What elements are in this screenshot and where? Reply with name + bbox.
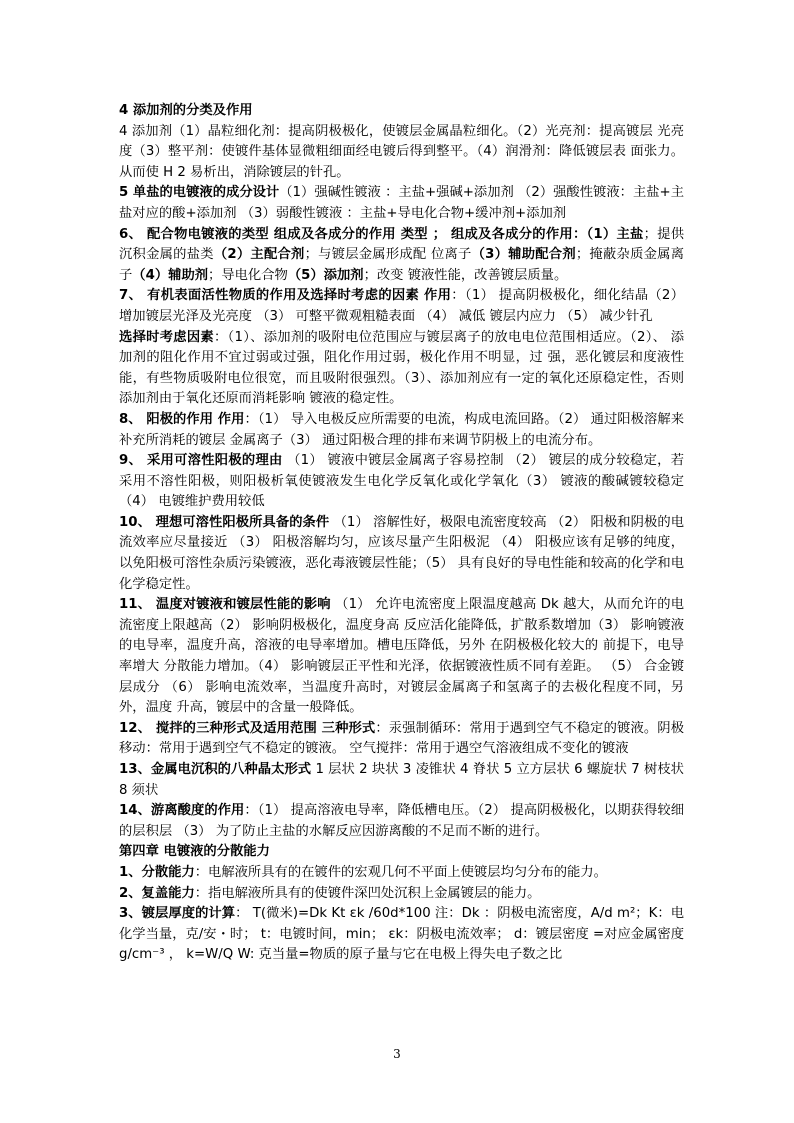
paragraph <box>119 513 684 595</box>
paragraph <box>119 884 684 905</box>
paragraph <box>119 101 684 122</box>
paragraph <box>119 328 684 410</box>
paragraph <box>119 122 684 184</box>
bold-text-run: 11、 温度对镀液和镀层性能的影响 <box>119 597 331 613</box>
text-run: ：（1）、添加剂的吸附电位范围应与镀层离子的放电电位范围相适应。（2）、 添加剂的阻化作用不宜过弱或过强，阻化作用过弱，极化作用不明显，过 强，恶化镀层和度液性能，有些物质吸附电位很宽，而且吸附很强烈。（3）、添加剂应有一定的氧化还原稳定性，否则添加剂由于氧化还原而消耗影响 镀液的稳定性。 <box>119 329 685 407</box>
paragraph <box>119 904 684 966</box>
text-run: ；与镀层金属形成配 位离子 <box>304 247 472 263</box>
text-run: ：电解液所具有的在镀件的宏观几何不平面上使镀层均匀分布的能力。 <box>194 864 607 880</box>
bold-text-run: （4）辅助剂 <box>132 267 209 283</box>
bold-text-run: 7、 有机表面活性物质的作用及选择时考虑的因素 作用 <box>119 288 452 304</box>
bold-text-run: 4 添加剂的分类及作用 <box>119 103 253 118</box>
text-run: （1） 镀液中镀层金属离子容易控制 （2） 镀层的成分较稳定，若采用不溶性阳极，则阳极析氧使镀液发生电化学反氧化或化学氧化（3） 镀液的酸碱镀较稳定（4） 电镀维护费用较低 <box>119 453 684 510</box>
bold-text-run: 12、 搅拌的三种形式及适用范围 三种形式 <box>119 720 376 736</box>
text-run: ；改变 镀液性能，改善镀层质量。 <box>363 267 568 283</box>
bold-text-run: 14、游离酸度的作用 <box>119 803 245 819</box>
document-body <box>119 101 684 966</box>
bold-text-run: （5）添加剂 <box>287 267 364 283</box>
paragraph <box>119 842 684 863</box>
text-run: ；提供沉积金属的盐类 <box>119 226 685 263</box>
text-run: ：汞强制循环：常用于遇到空气不稳定的镀液。阴极移动：常用于遇到空气不稳定的镀液。 空气搅拌：常用于遇空气溶液组成不变化的镀液 <box>119 720 685 757</box>
paragraph <box>119 719 684 760</box>
bold-text-run: 3、镀层厚度的计算 <box>119 906 236 922</box>
paragraph <box>119 863 684 884</box>
text-run: ；掩蔽杂质金属离子 <box>119 247 684 283</box>
bold-text-run: 6、 配合物电镀液的类型 组成及各成分的作用 类型 ； 组成及各成分的作用：（1）主盐 <box>119 226 644 242</box>
text-run: （1）强碱性镀液 ：主盐+强碱+添加剂 （2）强酸性镀液：主盐+主盐对应的酸+添加剂 （3）弱酸性镀液 ：主盐+导电化合物+缓冲剂+添加剂 <box>119 185 685 221</box>
text-run: ：（1） 提高溶液电导率，降低槽电压。（2） 提高阴极极化，以期获得较细的层积层 （3） 为了防止主盐的水解反应因游离酸的不足而不断的进行。 <box>119 803 684 839</box>
text-run: ：（1） 导入电极反应所需要的电流，构成电流回路。（2） 通过阳极溶解来补充所消耗的镀层 金属离子（3） 通过阳极合理的排布来调节阴极上的电流分布。 <box>119 411 684 448</box>
text-run: ：（1） 提高阴极极化，细化结晶（2） 增加镀层光泽及光亮度 （3） 可整平微观粗糙表面 （4） 减低 镀层内应力 （5） 减少针孔 <box>119 288 684 324</box>
bold-text-run: （3）辅助配合剂 <box>471 247 576 263</box>
paragraph <box>119 451 684 513</box>
bold-text-run: 1、分散能力 <box>119 864 195 880</box>
bold-text-run: 2、复盖能力 <box>119 885 195 901</box>
bold-text-run: 8、 阳极的作用 作用 <box>119 411 245 427</box>
bold-text-run: 5 单盐的电镀液的成分设计 <box>119 185 280 201</box>
text-run: ；导电化合物 <box>208 267 288 283</box>
text-run: （1） 溶解性好，极限电流密度较高 （2） 阳极和阴极的电流效率应尽量接近 （3） 阳极溶解均匀，应该尽量产生阳极泥 （4） 阳极应该有足够的纯度，以免阳极可溶性杂质污染镀液，恶化毒液镀层性能；（5） 具有良好的导电性能和较高的化学和电化学稳定性。 <box>119 514 685 592</box>
bold-text-run: 9、 采用可溶性阳极的理由 <box>119 453 283 469</box>
text-run: ：指电解液所具有的使镀件深凹处沉积上金属镀层的能力。 <box>194 885 541 901</box>
text-run: ： T(微米)=Dk Kt εk /60d*100 注：Dk ：阴极电流密度，A/d m²；K：电化学当量，克/安・时； t：电镀时间，min； εk：阴极电流效率； d：镀层密度 =对应金属密度 g/cm⁻³ ， k=W/Q W: 克当量=物质的原子量与它在电极上得失电子数之比 <box>119 906 684 963</box>
bold-text-run: （2）主配合剂 <box>213 247 305 263</box>
text-run: （1） 允许电流密度上限温度越高 Dk 越大，从而允许的电流密度上限越高（2） 影响阴极极化，温度身高 反应活化能降低，扩散系数增加（3） 影响镀液的电导率，温度升高，溶液的电导率增加。槽电压降低，另外 在阴极极化较大的 前提下，电导率增大 分散能力增加。（4） 影响镀层正平性和光泽，依据镀液性质不同有差距。 （5） 合金镀层成分 （6） 影响电流效率，当温度升高时，对镀层金属离子和氢离子的去极化程度不同，另外，温度 升高，镀层中的含量一般降低。 <box>119 597 684 716</box>
paragraph <box>119 410 684 451</box>
text-run: 1 层状 2 块状 3 凌锥状 4 脊状 5 立方层状 6 螺旋状 7 树枝状 8 须状 <box>119 762 684 798</box>
paragraph <box>119 801 684 842</box>
bold-text-run: 10、 理想可溶性阳极所具备的条件 <box>119 514 330 530</box>
paragraph <box>119 595 684 719</box>
paragraph <box>119 225 684 287</box>
bold-text-run: 13、金属电沉积的八种晶太形式 <box>119 762 312 777</box>
paragraph <box>119 760 684 801</box>
bold-text-run: 选择时考虑因素 <box>119 329 214 345</box>
text-run: 4 添加剂（1）晶粒细化剂：提高阴极极化，使镀层金属晶粒细化。（2）光亮剂：提高镀层 光亮度（3）整平剂：使镀件基体显微粗细面经电镀后得到整平。（4）润滑剂：降低镀层表 面张力。从而使 H 2 易析出，消除镀层的针孔。 <box>119 123 684 180</box>
page-number: 3 <box>393 1047 401 1061</box>
paragraph <box>119 183 684 224</box>
bold-text-run: 第四章 电镀液的分散能力 <box>119 844 270 860</box>
paragraph <box>119 286 684 327</box>
